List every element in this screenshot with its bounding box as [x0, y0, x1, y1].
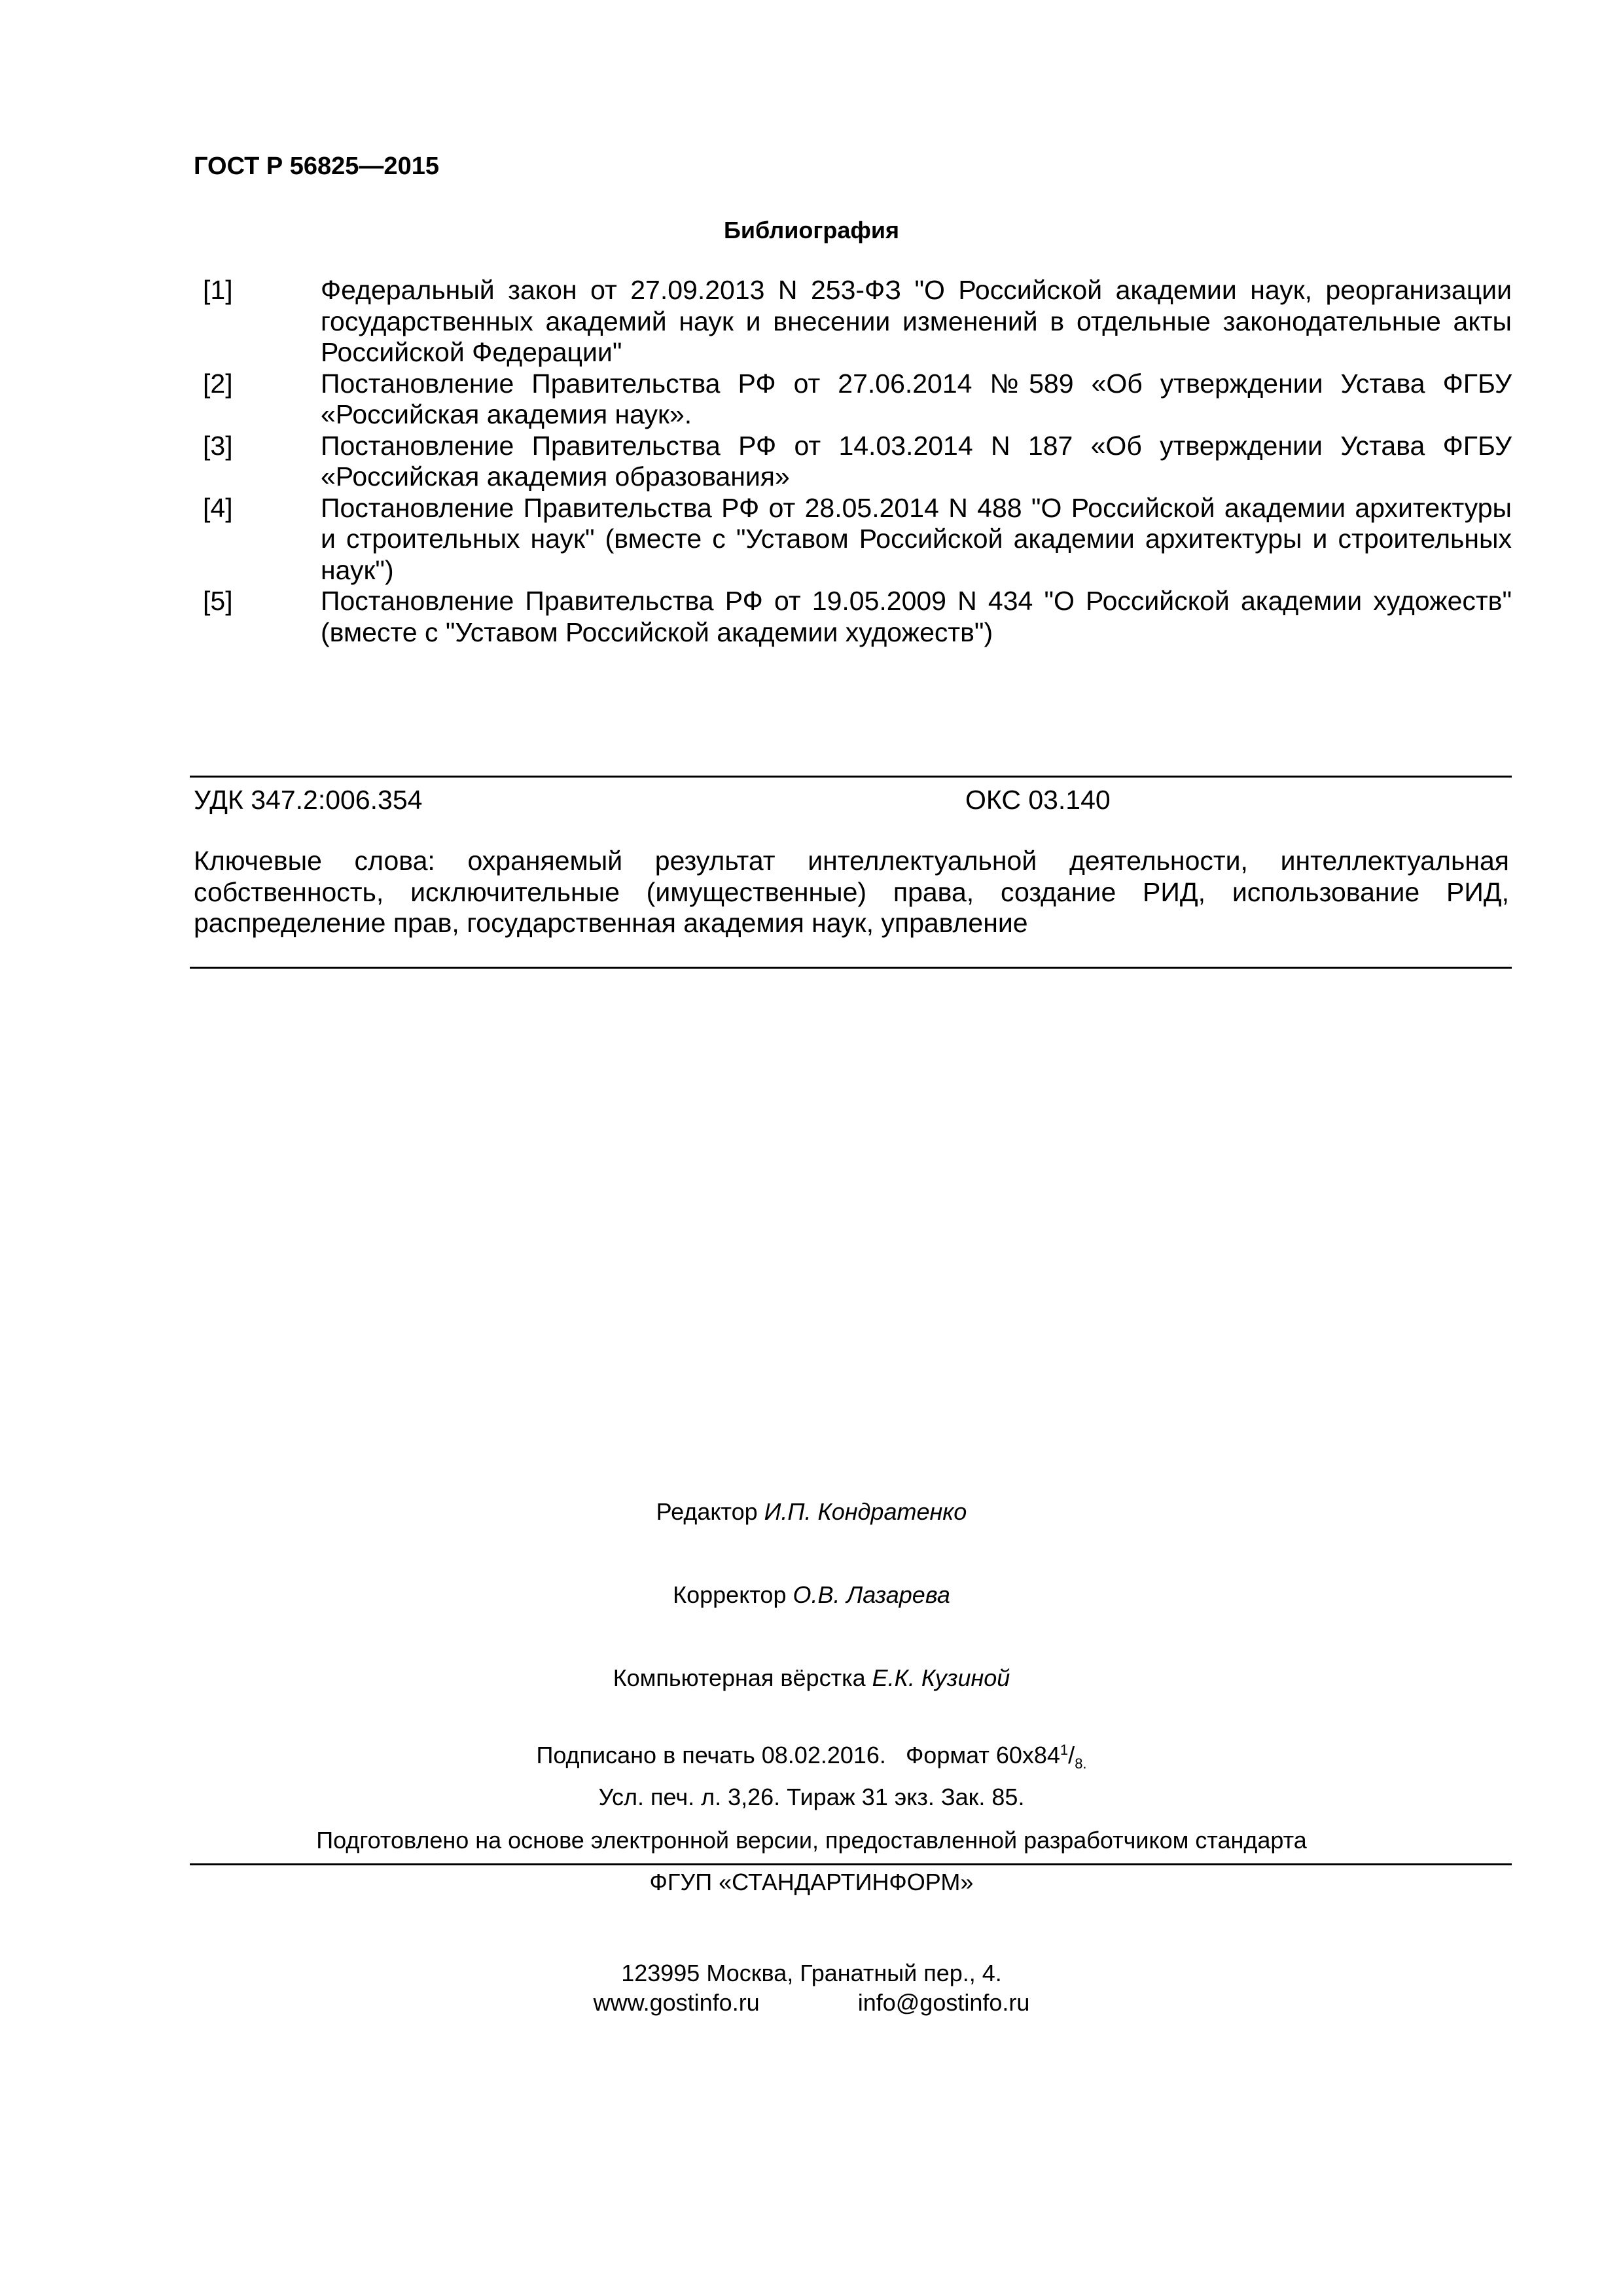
bibliography-item-text: Постановление Правительства РФ от 19.05.2009 N 434 "О Российской академии художеств" (вместе с "Уставом Российской академии художеств") [321, 586, 1512, 647]
signed-text: Подписано в печать 08.02.2016. Формат 60х84 [536, 1742, 1060, 1768]
keywords-text: Ключевые слова: охраняемый результат интеллектуальной деятельности, интеллектуальная собственность, исключительные (имущественные) права, создание РИД, использование РИД, распределение прав, государственная академия наук, управление [194, 846, 1509, 938]
bibliography-list [203, 275, 1512, 648]
bibliography-item [203, 586, 1512, 648]
layout-line [0, 1664, 1623, 1693]
editor-line [0, 1498, 1623, 1526]
bibliography-item [203, 431, 1512, 493]
format-superscript: 1 [1060, 1742, 1069, 1758]
divider-imprint [190, 1863, 1512, 1865]
prepared-note: Подготовлено на основе электронной версии, предоставленной разработчиком стандарта [316, 1827, 1307, 1854]
bibliography-item [203, 275, 1512, 368]
website-link[interactable]: www.gostinfo.ru [593, 1989, 760, 2016]
divider-top [190, 776, 1512, 778]
signed-line: Подписано в печать 08.02.2016. Формат $60х84^1/_{8.}$ [536, 1742, 1087, 1772]
udk-code: УДК 347.2:006.354 [194, 785, 423, 815]
layout-name: Е.К. Кузиной [872, 1664, 1010, 1691]
layout-label: Компьютерная вёрстка [613, 1664, 866, 1691]
bibliography-item-text: Постановление Правительства РФ от 28.05.2014 N 488 "О Российской академии архитектуры и строительных наук" (вместе с "Уставом Российской академии архитектуры и строительных наук") [321, 492, 1512, 585]
bibliography-item-number: [4] [203, 492, 233, 523]
bibliography-item-number: [3] [203, 430, 233, 461]
corrector-label: Корректор [673, 1581, 787, 1608]
print-info: Усл. печ. л. 3,26. Тираж 31 экз. Зак. 85. [598, 1784, 1025, 1810]
contact-line [0, 1988, 1623, 2017]
bibliography-item [203, 368, 1512, 431]
email-link[interactable]: info@gostinfo.ru [857, 1989, 1030, 2016]
format-subscript: 8. [1075, 1755, 1087, 1772]
divider-bottom [190, 967, 1512, 969]
bibliography-item-text: Постановление Правительства РФ от 27.06.2014 №589 «Об утверждении Устава ФГБУ «Российская академия наук». [321, 368, 1512, 429]
publisher-name: ФГУП «СТАНДАРТИНФОРМ» [649, 1869, 974, 1895]
oks-code: ОКС 03.140 [965, 785, 1111, 815]
bibliography-item [203, 493, 1512, 586]
publisher-address: 123995 Москва, Гранатный пер., 4. [621, 1960, 1002, 1986]
bibliography-title: Библиография [724, 217, 899, 243]
bibliography-item-text: Постановление Правительства РФ от 14.03.2014 N 187 «Об утверждении Устава ФГБУ «Российская академия образования» [321, 430, 1512, 492]
corrector-name: О.В. Лазарева [793, 1581, 950, 1608]
bibliography-item-number: [5] [203, 586, 233, 616]
document-id: ГОСТ Р 56825—2015 [194, 152, 439, 180]
bibliography-item-text: Федеральный закон от 27.09.2013 N 253-ФЗ "О Российской академии наук, реорганизации государственных академий наук и внесении изменений в отдельные законодательные акты Российской Федерации" [321, 275, 1512, 367]
bibliography-item-number: [1] [203, 275, 233, 305]
bibliography-item-number: [2] [203, 368, 233, 399]
corrector-line [0, 1581, 1623, 1609]
editor-name: И.П. Кондратенко [764, 1498, 967, 1525]
editor-label: Редактор [656, 1498, 758, 1525]
